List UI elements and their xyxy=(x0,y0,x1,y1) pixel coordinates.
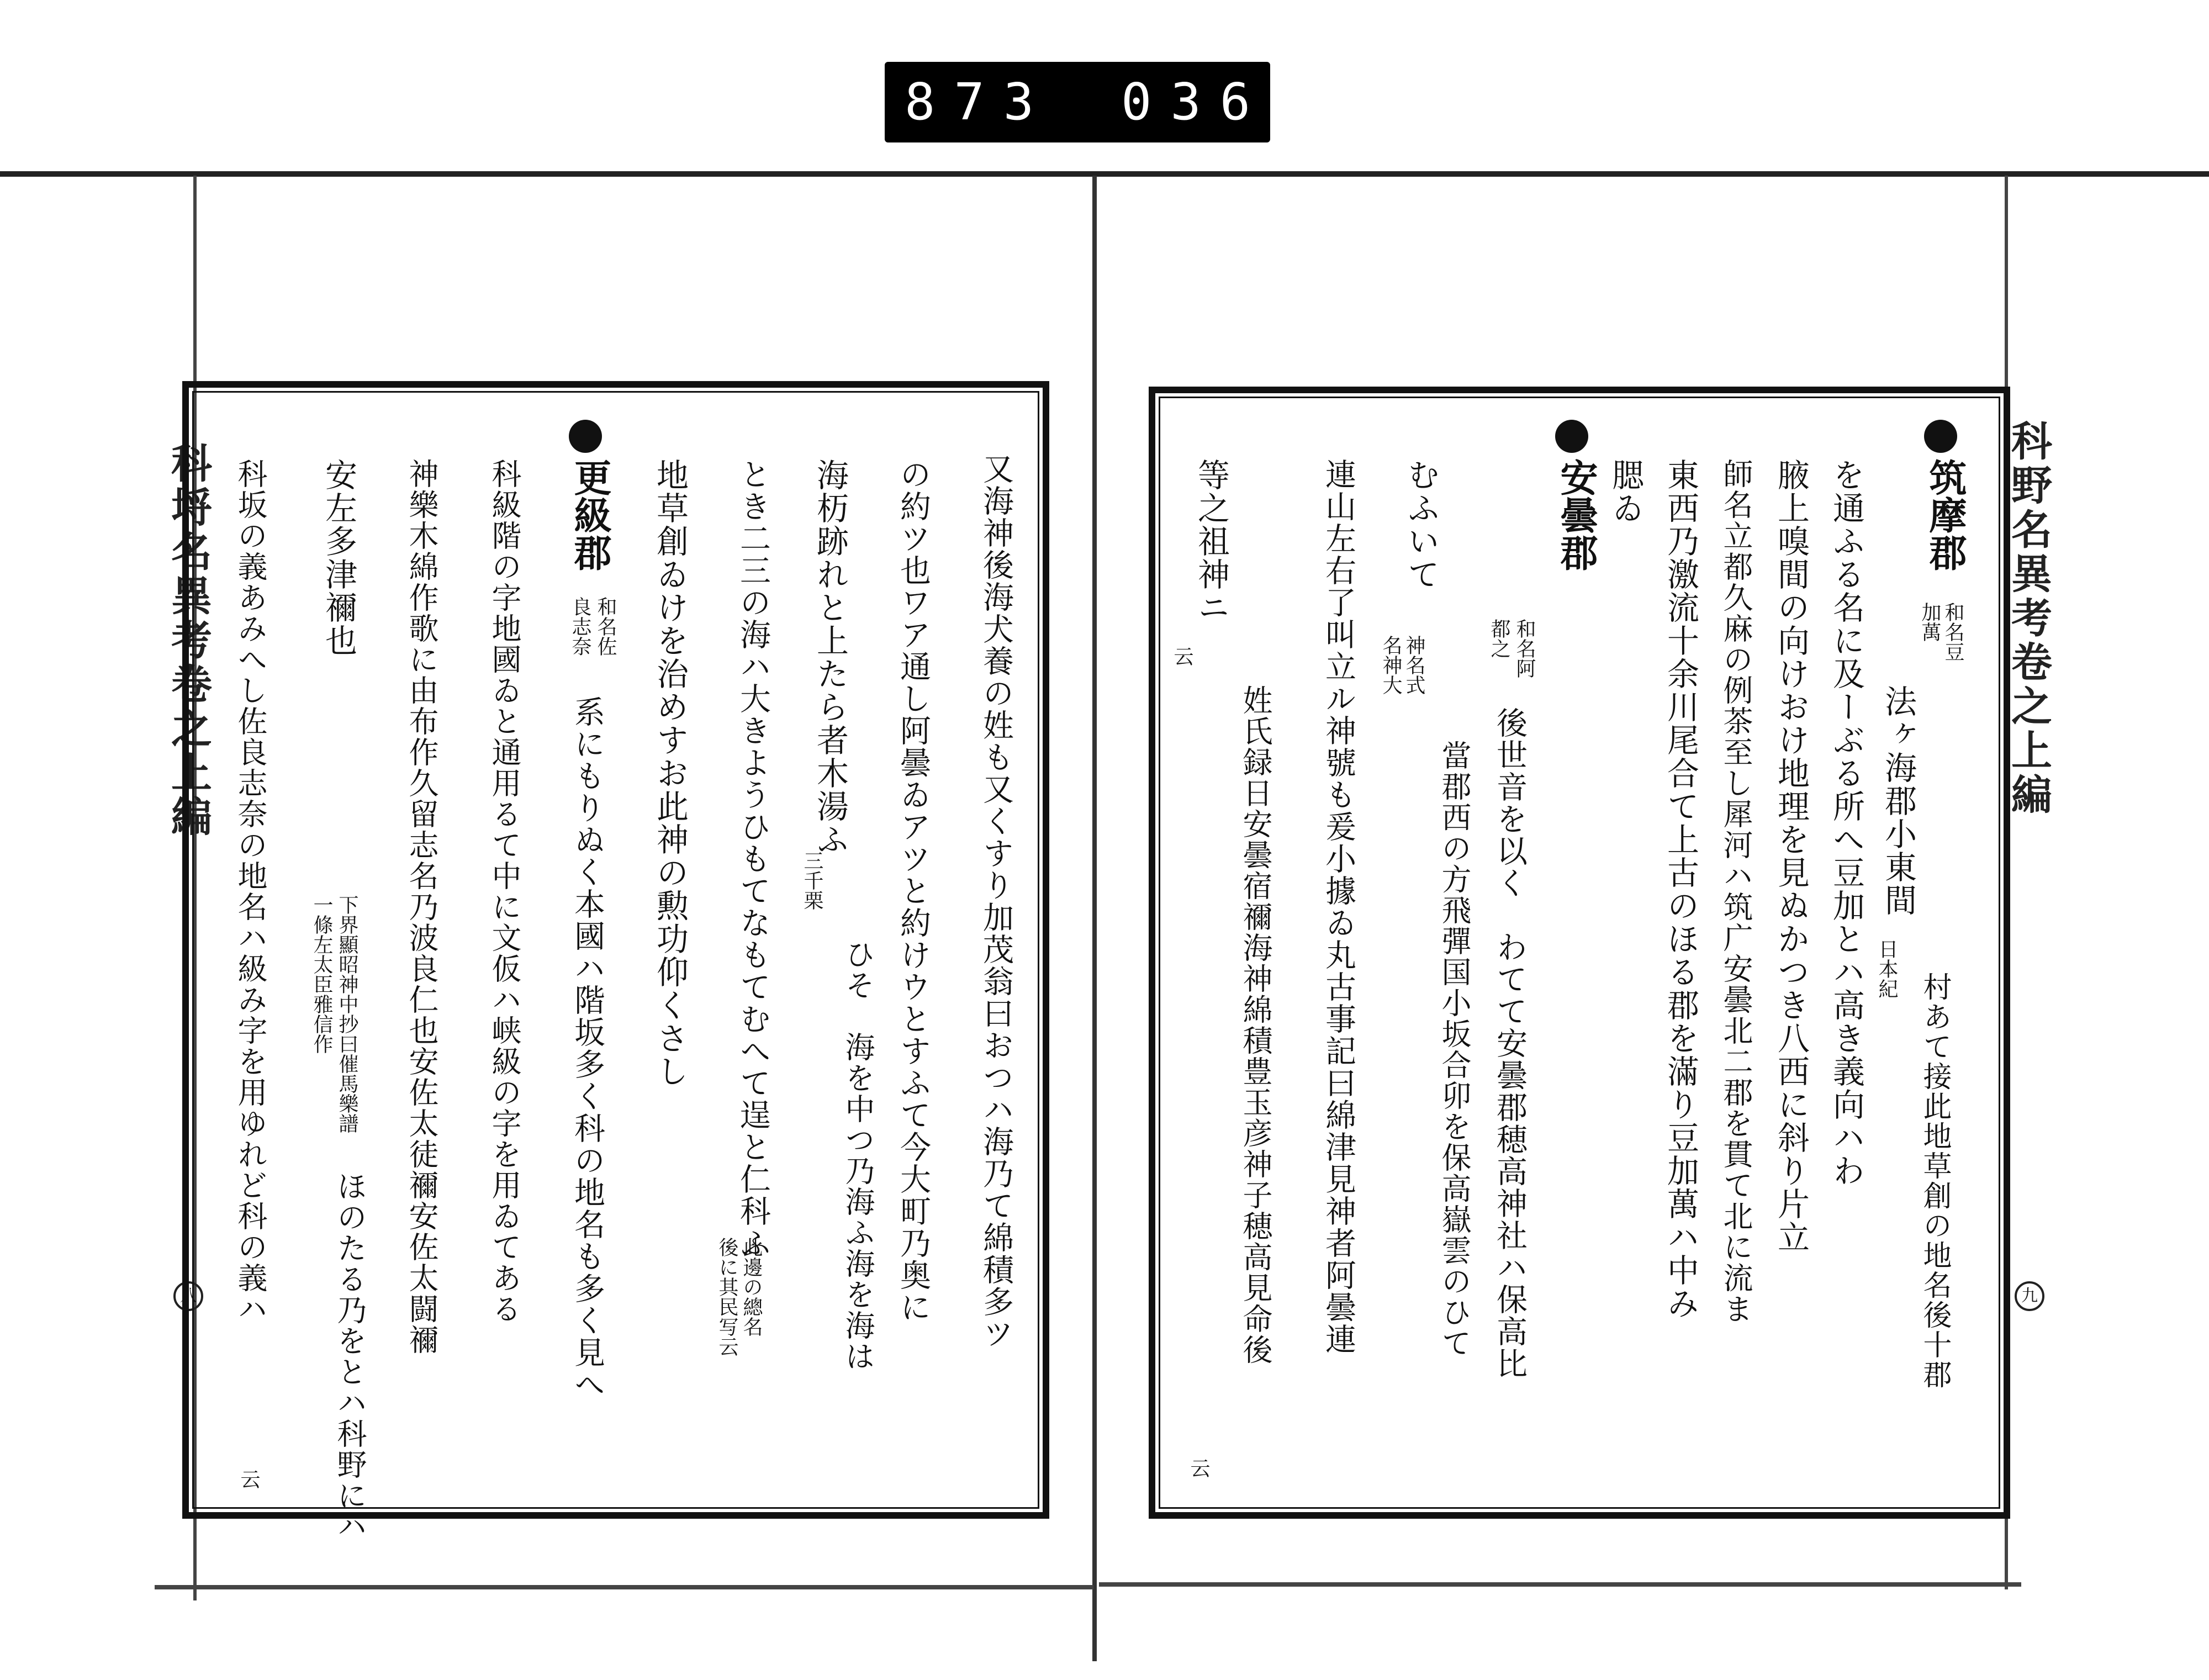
reading-note: 加萬 xyxy=(1919,602,1941,642)
text-column: 姓氏録日安曇宿禰海神綿積豊玉彦神子穂高見命後 xyxy=(1238,685,1273,1365)
reading-note: 和名豆 xyxy=(1942,602,1964,662)
text-column: 地草創ゐけを治めすお此神の勲功仰くさし xyxy=(651,458,689,1088)
small-note: 三千栗 xyxy=(801,850,823,910)
section-bullet xyxy=(569,420,602,453)
text-column: 科級階の字地國ゐと通用るて中に文仮ハ峡級の字を用ゐてある xyxy=(487,458,522,1324)
left-bottom-edge xyxy=(155,1585,1093,1589)
source-note: 日本紀 xyxy=(1875,939,1898,999)
text-column: を通ふる名に及ーぶる所へ豆加とハ高き義向ハわ xyxy=(1827,458,1865,1187)
text-column: 法ヶ海郡小東間 xyxy=(1879,685,1917,917)
text-column: 當郡西の方飛彈国小坂合卯を保高嶽雲のひて xyxy=(1437,740,1472,1359)
reading-note: 良志奈 xyxy=(569,596,591,656)
text-column: とき二三の海ハ大きようひもてなもてむへて逞と仁科ふ xyxy=(735,458,771,1259)
text-column: 村あて接此地草創の地名後十郡 xyxy=(1918,972,1951,1390)
left-running-title: 科埒名異考卷之上編 xyxy=(165,442,212,839)
text-column: 安左多津禰也 xyxy=(320,458,357,657)
right-running-title: 科野名異考卷之上編 xyxy=(2005,420,2052,817)
text-column: 連山左右了叫立ル神號も爰小據ゐ丸古事記曰綿津見神者阿曇連 xyxy=(1320,458,1356,1355)
reading-note: 名神大 xyxy=(1380,635,1402,695)
text-column: 神樂木綿作歌に由布作久留志名乃波良仁也安佐太徒禰安佐太闘禰 xyxy=(404,458,439,1355)
left-page-number: 八 xyxy=(173,1281,203,1311)
section-bullet xyxy=(1555,420,1588,453)
text-column: の約ツ也ワア通し阿曇ゐアツと約けウとすふて今大町乃奥に xyxy=(895,458,931,1323)
small-note: 此邊の總名 xyxy=(740,1237,763,1336)
reading-note: 都之 xyxy=(1488,619,1510,658)
citation-note: 一條左太臣雅信作 xyxy=(310,895,333,1054)
label-number-right: 036. xyxy=(1121,72,1319,131)
label-number-left: 873 xyxy=(905,72,1053,131)
small-note: 後に其民写云 xyxy=(716,1237,738,1356)
text-column: むふいて xyxy=(1402,458,1440,591)
reading-note: 和名佐 xyxy=(594,596,617,656)
reading-note: 和名阿 xyxy=(1513,619,1536,678)
heading-chikuma: 筑摩郡 xyxy=(1923,458,1967,571)
text-column: 東西乃激流十余川尾合て上古のほる郡を滿り豆加萬ハ中み xyxy=(1662,458,1699,1320)
text-column: 又海神後海犬養の姓も又くすり加茂翁曰おつハ海乃て綿積多ツ xyxy=(978,453,1014,1350)
heading-sarashina: 更級郡 xyxy=(568,458,612,571)
section-bullet xyxy=(1924,420,1957,453)
text-column: 後世音を以く わてて安曇郡穂高神社ハ保高比 xyxy=(1492,707,1528,1380)
right-bottom-edge xyxy=(1099,1582,2021,1587)
text-column: ほのたる乃をとハ科野にハ xyxy=(332,1171,367,1542)
citation-note: 下界顯昭神中抄曰催馬樂譜 xyxy=(336,895,358,1133)
small-note: 云 xyxy=(1187,1458,1210,1478)
heading-azumi: 安曇郡 xyxy=(1554,458,1598,571)
book-spine xyxy=(1092,176,1097,1661)
text-column: 等之祖神ニ xyxy=(1192,458,1230,624)
text-column: 系にもりぬく本國ハ階坂多く科の地名も多く見へ xyxy=(569,696,605,1401)
text-column: 腮ゐ xyxy=(1606,458,1644,525)
top-edge-line xyxy=(0,171,2209,177)
small-note: 云 xyxy=(1171,646,1193,666)
text-column: 科坂の義あみへし佐良志奈の地名ハ級み字を用ゆれど科の義ハ xyxy=(233,458,268,1324)
reading-note: 神名式 xyxy=(1403,635,1425,695)
text-column: 海杤跡れと上たら者木湯ふ xyxy=(811,458,849,856)
right-page-margin-strip xyxy=(2005,176,2069,1589)
small-note: 云 xyxy=(237,1469,260,1489)
archive-label xyxy=(885,62,1319,142)
text-column: 師名立都久麻の例茶至し犀河ハ筑广安曇北二郡を貫て北に流ま xyxy=(1719,458,1753,1324)
text-column: 腋上嗅間の向けおけ地理を見ぬかつき八西に斜り片立 xyxy=(1772,458,1810,1254)
right-page-number: 九 xyxy=(2015,1281,2044,1311)
text-column: ひそ 海を中つ乃海ふ海を海は xyxy=(841,939,875,1372)
